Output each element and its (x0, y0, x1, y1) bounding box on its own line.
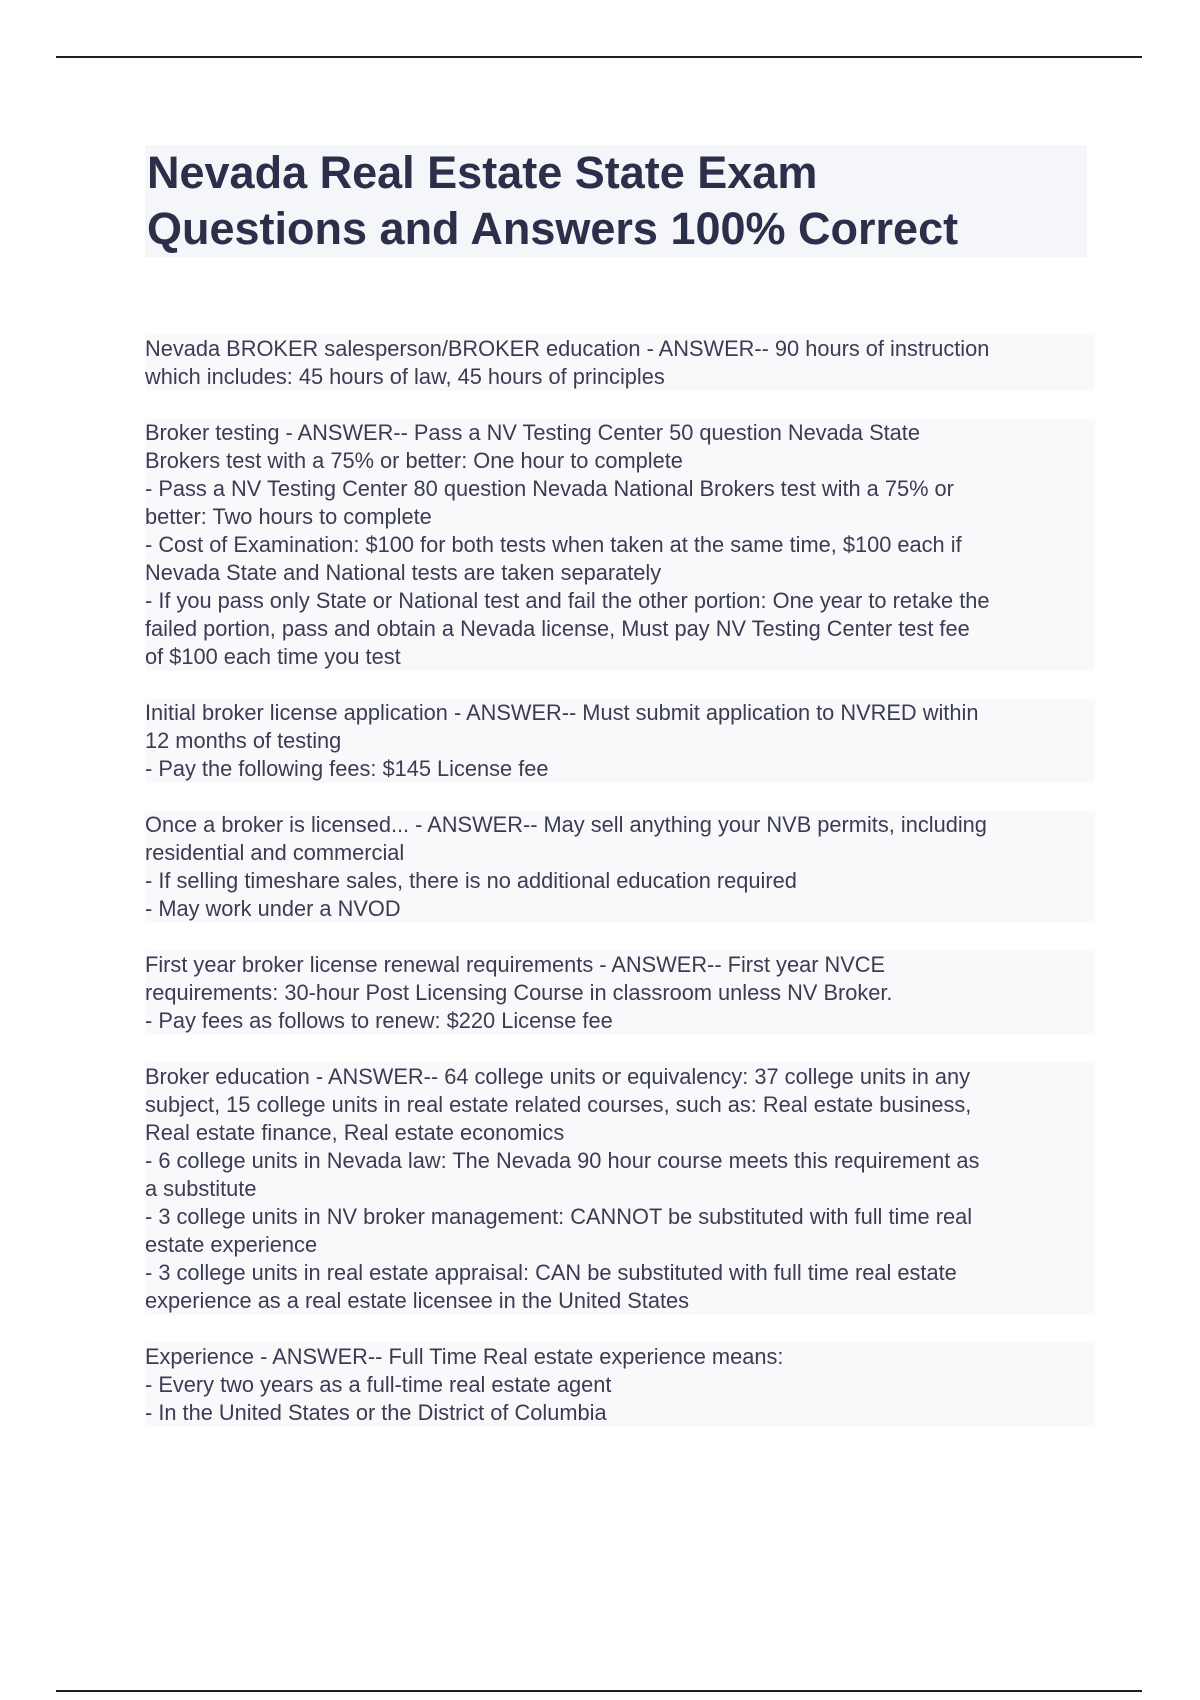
qa-line: - 3 college units in NV broker management: CANNOT be substituted with full time real (145, 1204, 973, 1229)
qa-line: residential and commercial (145, 840, 405, 865)
qa-line: - Pass a NV Testing Center 80 question Nevada National Brokers test with a 75% or (145, 476, 954, 501)
qa-line: Nevada BROKER salesperson/BROKER education - ANSWER-- 90 hours of instruction (145, 336, 990, 361)
document-title (145, 145, 1087, 257)
qa-line: experience as a real estate licensee in the United States (145, 1288, 690, 1313)
qa-line: estate experience (145, 1232, 318, 1257)
qa-entry-initial-broker-license (145, 699, 1095, 783)
bottom-rule (56, 1690, 1142, 1692)
qa-line: Brokers test with a 75% or better: One hour to complete (145, 448, 683, 473)
qa-line: - Every two years as a full-time real estate agent (145, 1372, 612, 1397)
qa-line: better: Two hours to complete (145, 504, 432, 529)
qa-line: Initial broker license application - ANSWER-- Must submit application to NVRED within (145, 700, 979, 725)
qa-line: - Cost of Examination: $100 for both tests when taken at the same time, $100 each if (145, 532, 962, 557)
qa-line: Once a broker is licensed... - ANSWER-- May sell anything your NVB permits, including (145, 812, 987, 837)
qa-line: - If selling timeshare sales, there is no additional education required (145, 868, 797, 893)
title-line-2: Questions and Answers 100% Correct (147, 203, 959, 254)
qa-entry-broker-education-hours (145, 335, 1095, 391)
qa-line: Broker testing - ANSWER-- Pass a NV Testing Center 50 question Nevada State (145, 420, 920, 445)
qa-line: - 3 college units in real estate appraisal: CAN be substituted with full time real estate (145, 1260, 957, 1285)
qa-line: - 6 college units in Nevada law: The Nevada 90 hour course meets this requirement as (145, 1148, 980, 1173)
qa-line: - If you pass only State or National test and fail the other portion: One year to retake the (145, 588, 990, 613)
qa-entry-once-licensed (145, 811, 1095, 923)
qa-line: First year broker license renewal requirements - ANSWER-- First year NVCE (145, 952, 886, 977)
qa-content (145, 335, 1095, 1455)
qa-line: - Pay fees as follows to renew: $220 License fee (145, 1008, 613, 1033)
qa-line: 12 months of testing (145, 728, 342, 753)
qa-line: - In the United States or the District of Columbia (145, 1400, 607, 1425)
top-rule (56, 56, 1142, 58)
qa-line: Nevada State and National tests are taken separately (145, 560, 662, 585)
qa-line: Real estate finance, Real estate economics (145, 1120, 565, 1145)
qa-line: failed portion, pass and obtain a Nevada license, Must pay NV Testing Center test fee (145, 616, 970, 641)
qa-line: of $100 each time you test (145, 644, 401, 669)
qa-line: Broker education - ANSWER-- 64 college units or equivalency: 37 college units in any (145, 1064, 971, 1089)
qa-entry-experience (145, 1343, 1095, 1427)
qa-line: subject, 15 college units in real estate related courses, such as: Real estate business, (145, 1092, 972, 1117)
qa-entry-broker-education-units (145, 1063, 1095, 1315)
qa-line: - May work under a NVOD (145, 896, 401, 921)
qa-line: requirements: 30-hour Post Licensing Course in classroom unless NV Broker. (145, 980, 893, 1005)
qa-entry-first-year-renewal (145, 951, 1095, 1035)
qa-line: a substitute (145, 1176, 257, 1201)
qa-line: - Pay the following fees: $145 License fee (145, 756, 549, 781)
title-block (145, 145, 1087, 257)
title-line-1: Nevada Real Estate State Exam (147, 147, 818, 198)
qa-entry-broker-testing (145, 419, 1095, 671)
qa-line: which includes: 45 hours of law, 45 hours of principles (145, 364, 665, 389)
qa-line: Experience - ANSWER-- Full Time Real estate experience means: (145, 1344, 784, 1369)
